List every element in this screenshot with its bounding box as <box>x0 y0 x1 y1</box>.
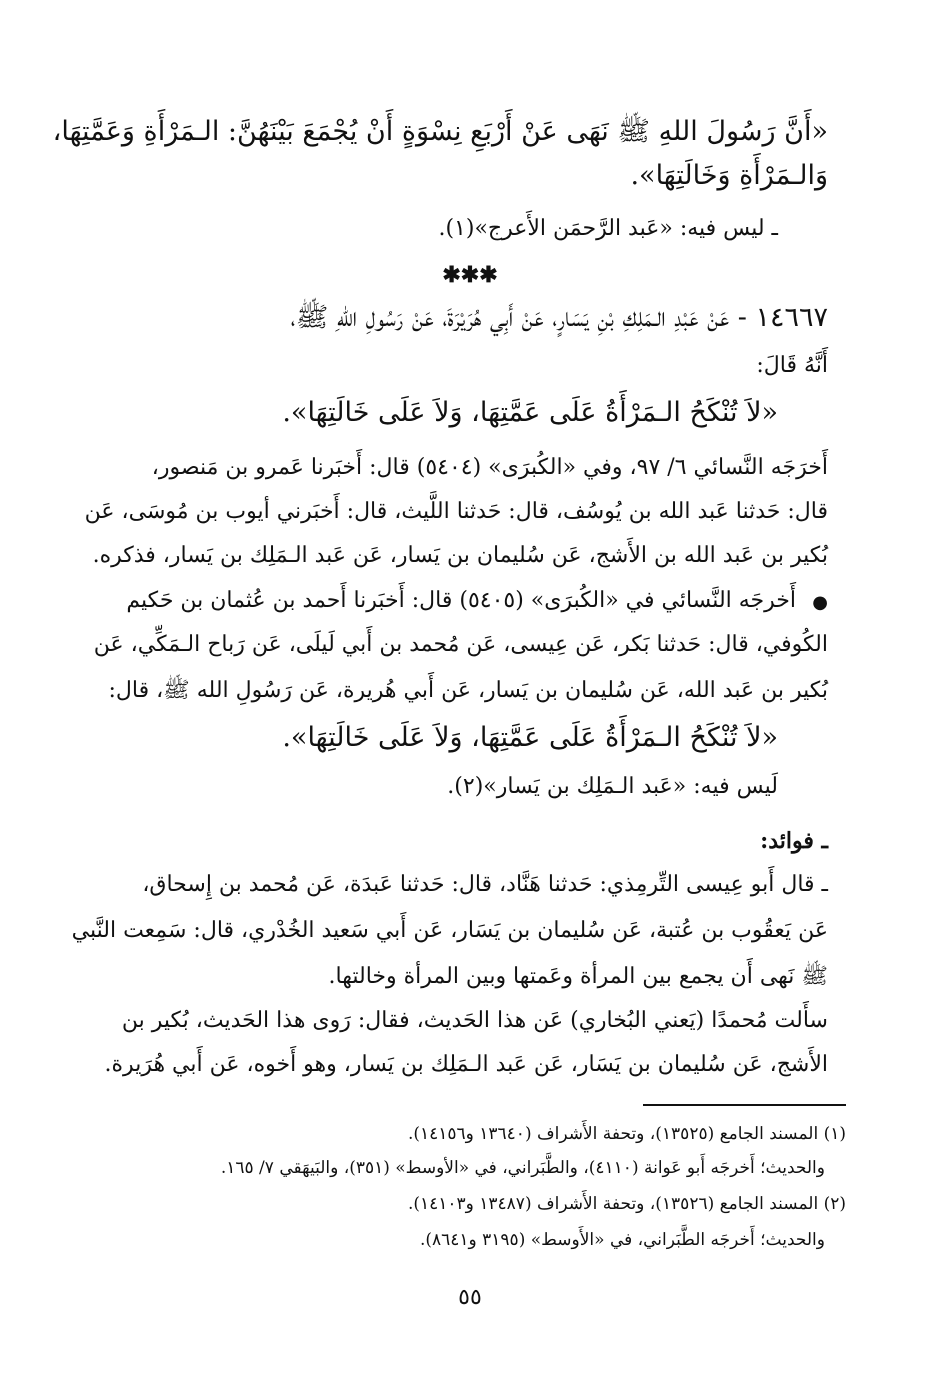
hadith-1667-text: «لاَ تُنْكَحُ الـمَرْأَةُ عَلَى عَمَّتِهَا، وَلاَ عَلَى خَالَتِهَا». <box>282 397 778 428</box>
takhrij-line4: أَخرجَه النَّسائي في «الكُبرَى» (٥٤٠٥) قال: أَخبَرنا أَحمد بن عُثمان بن حَكيم <box>126 588 796 613</box>
footnote-2-detail: والحديث؛ أَخرجَه الطَّبَراني، في «الأَوسط» (٣١٩٥ و٨٦٤١). <box>419 1230 825 1250</box>
footnote-divider <box>643 1104 846 1106</box>
fawaid-line3: ﷺ نَهى أَن يجمع بين المرأة وعَمتها وبين المرأة وخالتها. <box>328 964 828 989</box>
takhrij-line1: أَخرَجَه النَّسائي ٦/ ٩٧، وفي «الكُبرَى» (٥٤٠٤) قال: أَخبَرنا عَمرو بن مَنصور، <box>151 455 828 480</box>
fawaid-line1: ـ قال أَبو عِيسى التِّرمِذي: حَدثنا هَنَّاد، قال: حَدثنا عَبدَة، عَن مُحمد بن إِسحاق، <box>142 872 828 897</box>
hadith-prev-line2: وَالـمَرْأَةِ وَخَالَتِهَا». <box>630 160 828 191</box>
fawaid-heading: ـ فوائد: <box>760 828 828 854</box>
hadith-1667-note2: لَيس فيه: «عَبد الـمَلِك بن يَسار»(٢). <box>447 774 778 799</box>
hadith-1667-line2: أَنَّهُ قَالَ: <box>756 353 828 378</box>
takhrij-line2: قال: حَدثنا عَبد الله بن يُوسُف، قال: حَدثنا اللَّيث، قال: أَخبَرني أيوب بن مُوسَى، عَن <box>84 499 828 524</box>
hadith-prev-note: ـ ليس فيه: «عَبد الرَّحمَن الأَعرج»(١). <box>438 216 778 241</box>
takhrij-line3: بُكير بن عَبد الله بن الأَشج، عَن سُليمان بن يَسار، عَن عَبد الـمَلِك بن يَسار، فذكره. <box>92 543 828 568</box>
footnote-2: (٢) المسند الجامع (١٣٥٢٦)، وتحفة الأَشراف (١٣٤٨٧ و١٤١٠٣). <box>407 1194 846 1214</box>
takhrij-line5: الكُوفي، قال: حَدثنا بَكر، عَن عِيسى، عَن مُحمد بن أَبي لَيلَى، عَن رَباح الـمَكِّي، عَن <box>93 632 828 657</box>
section-separator: ✱✱✱ <box>442 262 498 288</box>
footnote-1-detail: والحديث؛ أَخرجَه أَبو عَوانة (٤١١٠)، والطَّبَراني، في «الأوسط» (٣٥١)، والبَيهَقي ٧/ ١٦٥. <box>220 1158 825 1178</box>
fawaid-line2: عَن يَعقُوب بن عُتبة، عَن سُليمان بن يَسَار، عَن أَبي سَعيد الخُدْري، قال: سَمِعت النَّبي <box>71 918 828 943</box>
bullet-marker: ● <box>812 592 828 613</box>
fawaid-line5: الأَشج، عَن سُليمان بن يَسَار، عَن عَبد الـمَلِك بن يَسار، وهو أَخوه، عَن أَبي هُرَيرة. <box>104 1052 828 1077</box>
hadith-1667-line1: ١٤٦٦٧ - عَنْ عَبْدِ الـمَلِكِ بْنِ يَسَارٍ، عَنْ أَبِي هُرَيْرَةَ، عَنْ رَسُولِ اللهِ ﷺ، <box>290 302 828 333</box>
footnote-1: (١) المسند الجامع (١٣٥٢٥)، وتحفة الأَشراف (١٣٦٤٠ و١٤١٥٦). <box>407 1124 846 1144</box>
takhrij-line6: بُكير بن عَبد الله، عَن سُليمان بن يَسار، عَن أَبي هُريرة، عَن رَسُولِ الله ﷺ، قال: <box>108 678 828 703</box>
hadith-prev-line1: «أَنَّ رَسُولَ اللهِ ﷺ نَهَى عَنْ أَرْبَعِ نِسْوَةٍ أَنْ يُجْمَعَ بَيْنَهُنَّ: الـمَرْأَةِ وَعَمَّتِهَا، <box>52 116 828 147</box>
page-number: ٥٥ <box>458 1285 482 1310</box>
fawaid-line4: سأَلت مُحمدًا (يَعني البُخاري) عَن هذا الحَديث، فقال: رَوى هذا الحَديث، بُكير بن <box>121 1008 828 1033</box>
hadith-1667-text2: «لاَ تُنْكَحُ الـمَرْأَةُ عَلَى عَمَّتِهَا، وَلاَ عَلَى خَالَتِهَا». <box>282 722 778 753</box>
